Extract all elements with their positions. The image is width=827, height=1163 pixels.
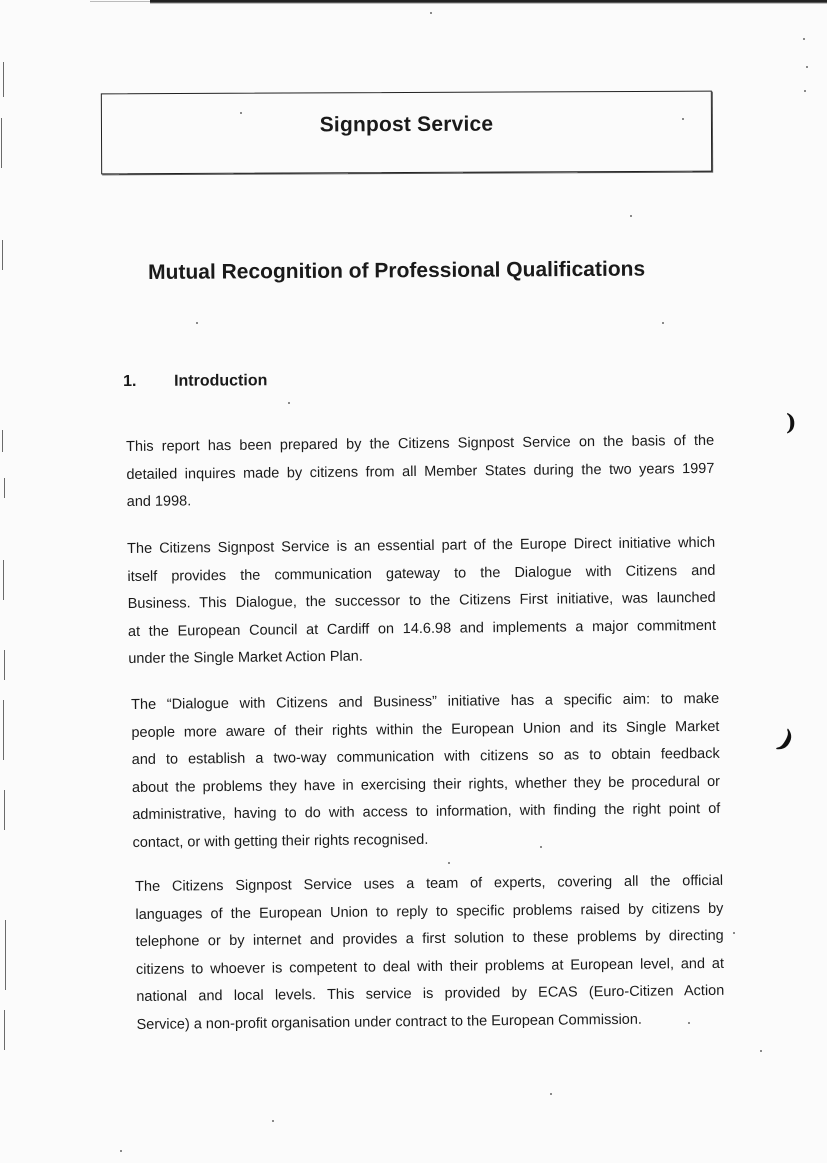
paragraph-line: contact, or with getting their rights recognised. bbox=[132, 831, 429, 851]
paragraph-1 bbox=[126, 428, 715, 517]
punch-hole-mark: ) bbox=[773, 724, 799, 758]
paragraph-line: at the European Council at Cardiff on 14.6.98 and implements a major commitment bbox=[127, 617, 717, 640]
paragraph-line: The “Dialogue with Citizens and Business” initiative has a specific aim: to make bbox=[131, 690, 720, 713]
paragraph-line: itself provides the communication gateway to the Dialogue with Citizens and bbox=[127, 562, 716, 585]
punch-hole-mark: ) bbox=[786, 410, 797, 436]
section-number: 1. bbox=[123, 372, 137, 390]
scan-speck bbox=[430, 12, 432, 14]
scan-speck bbox=[288, 402, 290, 404]
paragraph-line: about the problems they have in exercising their rights, whether they be procedural or bbox=[131, 773, 721, 796]
scan-speck bbox=[120, 1150, 122, 1152]
paragraph-line: national and local levels. This service is provided by ECAS (Euro-Citizen Action bbox=[136, 982, 725, 1005]
scan-speck bbox=[196, 322, 198, 324]
paragraph-line: administrative, having to do with access to information, with finding the right point of bbox=[132, 800, 721, 823]
scan-speck bbox=[540, 846, 542, 848]
scan-margin-mark bbox=[3, 62, 4, 97]
scan-margin-mark bbox=[1, 118, 2, 168]
paragraph-line: telephone or by internet and provides a first solution to these problems by directing bbox=[135, 927, 724, 950]
paragraph-line: The Citizens Signpost Service uses a team of experts, covering all the official bbox=[135, 872, 724, 895]
scan-margin-mark bbox=[2, 240, 3, 270]
scan-margin-mark bbox=[4, 478, 5, 498]
paragraph-3 bbox=[131, 686, 721, 857]
scan-margin-mark bbox=[2, 430, 3, 452]
section-title: Introduction bbox=[173, 372, 268, 390]
scan-margin-mark bbox=[4, 790, 5, 830]
scan-speck bbox=[662, 322, 664, 324]
paragraph-line: Business. This Dialogue, the successor to the Citizens First initiative, was launched bbox=[127, 589, 716, 612]
document-title: Mutual Recognition of Professional Qualifications bbox=[148, 257, 646, 284]
scan-speck bbox=[806, 66, 808, 68]
scan-speck bbox=[550, 1093, 552, 1095]
scan-speck bbox=[804, 90, 806, 92]
section-heading bbox=[123, 372, 267, 391]
scan-speck bbox=[448, 862, 450, 864]
paragraph-line: under the Single Market Action Plan. bbox=[128, 648, 363, 667]
scan-speck bbox=[760, 1050, 762, 1052]
header-title: Signpost Service bbox=[319, 112, 494, 137]
paragraph-line: detailed inquires made by citizens from all Member States during the two years 1997 bbox=[126, 460, 715, 483]
paragraph-4 bbox=[135, 868, 725, 1039]
scan-speck bbox=[682, 118, 684, 120]
scan-speck bbox=[630, 215, 632, 217]
paragraph-line: citizens to whoever is competent to deal with their problems at European level, and at bbox=[135, 955, 725, 978]
paragraph-line: Service) a non-profit organisation under contract to the European Commission. bbox=[136, 1011, 642, 1033]
scan-speck bbox=[688, 1022, 690, 1024]
scan-speck bbox=[733, 932, 735, 934]
scan-margin-mark bbox=[4, 650, 5, 680]
scan-speck bbox=[272, 1120, 274, 1122]
paragraph-line: and to establish a two-way communication with citizens so as to obtain feedback bbox=[131, 745, 720, 768]
paragraph-line: languages of the European Union to reply to specific problems raised by citizens by bbox=[135, 900, 724, 923]
scan-speck bbox=[803, 38, 805, 40]
scan-margin-mark bbox=[3, 700, 4, 760]
paragraph-line: people more aware of their rights within the European Union and its Single Market bbox=[131, 718, 720, 741]
header-box bbox=[101, 91, 712, 175]
scan-margin-mark bbox=[5, 920, 6, 990]
paragraph-line: and 1998. bbox=[126, 493, 192, 510]
scan-top-border bbox=[150, 0, 827, 4]
scan-margin-mark bbox=[4, 1010, 5, 1050]
paragraph-2 bbox=[127, 530, 716, 674]
paragraph-line: This report has been prepared by the Citizens Signpost Service on the basis of the bbox=[126, 432, 715, 455]
paragraph-line: The Citizens Signpost Service is an essential part of the Europe Direct initiative which bbox=[127, 534, 716, 557]
scan-speck bbox=[240, 112, 242, 114]
scan-margin-mark bbox=[3, 560, 4, 600]
